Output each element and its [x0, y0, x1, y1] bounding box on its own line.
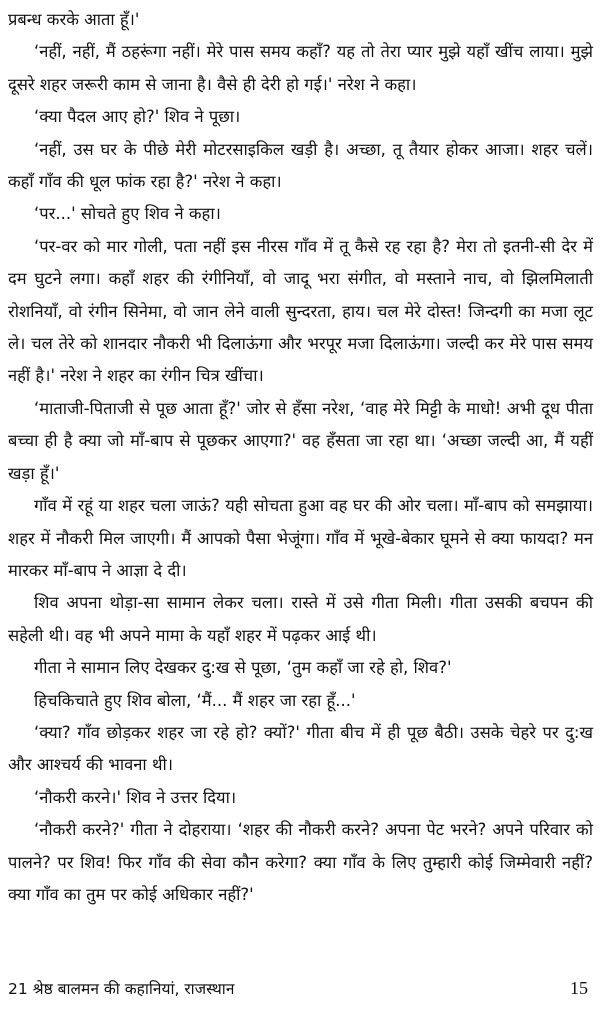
paragraph: ‘क्या? गाँव छोड़कर शहर जा रहे हो? क्यों?' गीता बीच में ही पूछ बैठी। उसके चेहरे पर दु:ख और आश्चर्य की भावना थी। — [8, 722, 593, 775]
book-title: 21 श्रेष्ठ बालमन की कहानियां, राजस्थान — [8, 980, 235, 998]
paragraph-continuation: प्रबन्ध करके आता हूँ।' — [8, 10, 140, 29]
paragraph: ‘पर...' सोचते हुए शिव ने कहा। — [34, 204, 221, 224]
paragraph: ‘पर-वर को मार गोली, पता नहीं इस नीरस गाँव में तू कैसे रह रहा है? मेरा तो इतनी-सी देर में दम घुटने लगा। कहाँ शहर की रंगीनियाँ, वो जादू भरा संगीत, वो मस्ताने नाच, वो झिलमिलाती रोशनियाँ, वो रंगीन सिनेमा, वो जान लेने वाली सुन्दरता, हाय। चल मेरे दोस्त! जिन्दगी का मजा लूट ले। चल तेरे को शानदार नौकरी भी दिलाऊंगा और भरपूर मजा दिलाऊंगा। जल्दी कर मेरे पास समय नहीं है।' नरेश ने शहर का रंगीन चित्र खींचा। — [8, 236, 593, 386]
paragraph: ‘नौकरी करने।' शिव ने उत्तर दिया। — [34, 787, 237, 807]
paragraph: ‘माताजी-पिताजी से पूछ आता हूँ?' जोर से हँसा नरेश, ‘वाह मेरे मिट्टी के माधो! अभी दूध पीता बच्चा ही है क्या जो माँ-बाप से पूछकर आएगा?' वह हँसता जा रहा था। ‘अच्छा जल्दी आ, मैं यहीं खड़ा हूँ।' — [8, 398, 593, 483]
page-number: 15 — [570, 977, 588, 998]
paragraph: ‘क्या पैदल आए हो?' शिव ने पूछा। — [34, 107, 241, 127]
paragraph: हिचकिचाते हुए शिव बोला, ‘मैं... मैं शहर जा रहा हूँ...' — [34, 690, 356, 710]
paragraph: ‘नौकरी करने?' गीता ने दोहराया। ‘शहर की नौकरी करने? अपना पेट भरने? अपने परिवार को पालने? पर शिव! फिर गाँव की सेवा कौन करेगा? क्या गाँव के लिए तुम्हारी कोई जिम्मेवारी नहीं? क्या गाँव का तुम पर कोई अधिकार नहीं?' — [8, 820, 593, 904]
paragraph: गाँव में रहूं या शहर चला जाऊं? यही सोचता हुआ वह घर की ओर चला। माँ-बाप को समझाया। शहर में नौकरी मिल जाएगी। मैं आपको पैसा भेजूंगा। गाँव में भूखे-बेकार घूमने से क्या फायदा? मन मारकर माँ-बाप ने आज्ञा दे दी। — [8, 496, 593, 580]
paragraph: गीता ने सामान लिए देखकर दु:ख से पूछा, ‘तुम कहाँ जा रहे हो, शिव?' — [34, 658, 452, 678]
page-body — [8, 4, 593, 911]
paragraph: ‘नहीं, उस घर के पीछे मेरी मोटरसाइकिल खड़ी है। अच्छा, तू तैयार होकर आजा। शहर चलें। कहाँ गाँव की धूल फांक रहा है?' नरेश ने कहा। — [8, 139, 593, 192]
paragraph: शिव अपना थोड़ा-सा सामान लेकर चला। रास्ते में उसे गीता मिली। गीता उसकी बचपन की सहेली थी। वह भी अपने मामा के यहाँ शहर में पढ़कर आई थी। — [8, 593, 593, 645]
paragraph: ‘नहीं, नहीं, मैं ठहरूंगा नहीं। मेरे पास समय कहाँ? यह तो तेरा प्यार मुझे यहाँ खींच लाया। मुझे दूसरे शहर जरूरी काम से जाना है। वैसे ही देरी हो गई।' नरेश ने कहा। — [8, 42, 593, 94]
page-footer — [8, 972, 588, 1004]
